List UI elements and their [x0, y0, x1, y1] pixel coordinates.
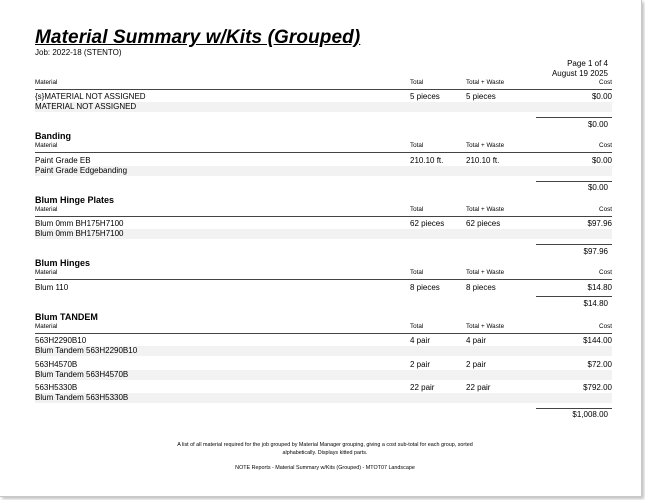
material-description: Blum 0mm BH175H7100: [35, 229, 124, 238]
cost-value: $144.00: [583, 336, 612, 345]
cost-value: $14.80: [587, 283, 612, 292]
group-subtotal: $97.96: [583, 247, 608, 256]
group-title: Blum TANDEM: [35, 312, 98, 322]
column-header: [35, 269, 612, 280]
subtotal-rule: [536, 296, 612, 297]
col-material: Material: [35, 142, 58, 149]
table-row-desc: [35, 346, 612, 356]
table-row: [35, 360, 612, 370]
column-header: [35, 323, 612, 334]
col-material: Material: [35, 323, 58, 330]
report-footer: NOTE Reports - Material Summary w/Kits (Grouped) - MTOT07 Landscape: [235, 465, 415, 471]
column-header: [35, 206, 612, 217]
col-total: Total: [410, 206, 424, 213]
total-qty: 4 pair: [410, 336, 431, 345]
report-date: August 19 2025: [551, 69, 608, 78]
column-header: [35, 79, 612, 90]
group-title: Blum Hinges: [35, 258, 91, 268]
page-info: [552, 59, 608, 79]
material-description: Blum Tandem 563H5330B: [35, 393, 129, 402]
cost-value: $792.00: [583, 383, 612, 392]
col-cost: Cost: [599, 269, 612, 276]
total-waste-qty: 8 pieces: [466, 283, 496, 292]
total-waste-qty: 5 pieces: [466, 92, 496, 101]
group-subtotal: $0.00: [587, 183, 608, 192]
col-total-waste: Total + Waste: [466, 206, 505, 213]
cost-value: $0.00: [591, 92, 612, 101]
table-row-desc: [35, 102, 612, 112]
group-title: Banding: [35, 131, 71, 141]
material-code: Blum 110: [35, 283, 69, 292]
col-total-waste: Total + Waste: [466, 142, 505, 149]
total-waste-qty: 210.10 ft.: [466, 156, 500, 165]
total-qty: 5 pieces: [410, 92, 440, 101]
group-subtotal: $14.80: [583, 299, 608, 308]
col-total: Total: [410, 323, 424, 330]
col-material: Material: [35, 79, 58, 86]
col-cost: Cost: [599, 142, 612, 149]
material-code: Paint Grade EB: [35, 156, 91, 165]
table-row-desc: [35, 393, 612, 403]
col-total-waste: Total + Waste: [466, 269, 505, 276]
subtotal-rule: [536, 244, 612, 245]
col-material: Material: [35, 206, 58, 213]
col-total-waste: Total + Waste: [466, 79, 505, 86]
table-row: [35, 92, 612, 102]
page-number: Page 1 of 4: [567, 59, 608, 68]
col-total: Total: [410, 79, 424, 86]
material-description: MATERIAL NOT ASSIGNED: [35, 102, 137, 111]
job-label: Job: 2022-18 (STENTO): [35, 48, 122, 57]
total-waste-qty: 4 pair: [466, 336, 487, 345]
material-description: Paint Grade Edgebanding: [35, 166, 128, 175]
col-cost: Cost: [599, 323, 612, 330]
col-total: Total: [410, 142, 424, 149]
column-header: [35, 142, 612, 153]
subtotal-rule: [536, 117, 612, 118]
col-cost: Cost: [599, 206, 612, 213]
table-row: [35, 219, 612, 229]
material-code: 563H5330B: [35, 383, 78, 392]
group-title: Blum Hinge Plates: [35, 195, 115, 205]
subtotal-rule: [536, 408, 612, 409]
table-row: [35, 336, 612, 346]
total-qty: 62 pieces: [410, 219, 445, 228]
table-row-desc: [35, 229, 612, 239]
col-cost: Cost: [599, 79, 612, 86]
col-material: Material: [35, 269, 58, 276]
table-row-desc: [35, 166, 612, 176]
subtotal-rule: [536, 181, 612, 182]
table-row: [35, 283, 612, 293]
table-row-desc: [35, 370, 612, 380]
report-title: Material Summary w/Kits (Grouped): [35, 27, 361, 48]
total-qty: 22 pair: [410, 383, 435, 392]
total-waste-qty: 2 pair: [466, 360, 487, 369]
material-description: Blum Tandem 563H4570B: [35, 370, 129, 379]
table-row: [35, 156, 612, 166]
cost-value: $72.00: [587, 360, 612, 369]
material-code: {s}MATERIAL NOT ASSIGNED: [35, 92, 146, 101]
col-total-waste: Total + Waste: [466, 323, 505, 330]
group-subtotal: $1,008.00: [572, 410, 608, 419]
total-qty: 8 pieces: [410, 283, 440, 292]
cost-value: $97.96: [587, 219, 612, 228]
total-waste-qty: 62 pieces: [466, 219, 501, 228]
material-code: Blum 0mm BH175H7100: [35, 219, 124, 228]
total-qty: 2 pair: [410, 360, 431, 369]
group-subtotal: $0.00: [587, 120, 608, 129]
total-waste-qty: 22 pair: [466, 383, 491, 392]
col-total: Total: [410, 269, 424, 276]
material-description: Blum Tandem 563H2290B10: [35, 346, 138, 355]
material-code: 563H2290B10: [35, 336, 87, 345]
table-row: [35, 383, 612, 393]
material-code: 563H4570B: [35, 360, 78, 369]
total-qty: 210.10 ft.: [410, 156, 444, 165]
report-footnote: A list of all material required for the job grouped by Material Manager grouping, giving a cost sub-total for each group, sorted alphabetically. Displays kitted parts.: [177, 442, 473, 456]
cost-value: $0.00: [591, 156, 612, 165]
